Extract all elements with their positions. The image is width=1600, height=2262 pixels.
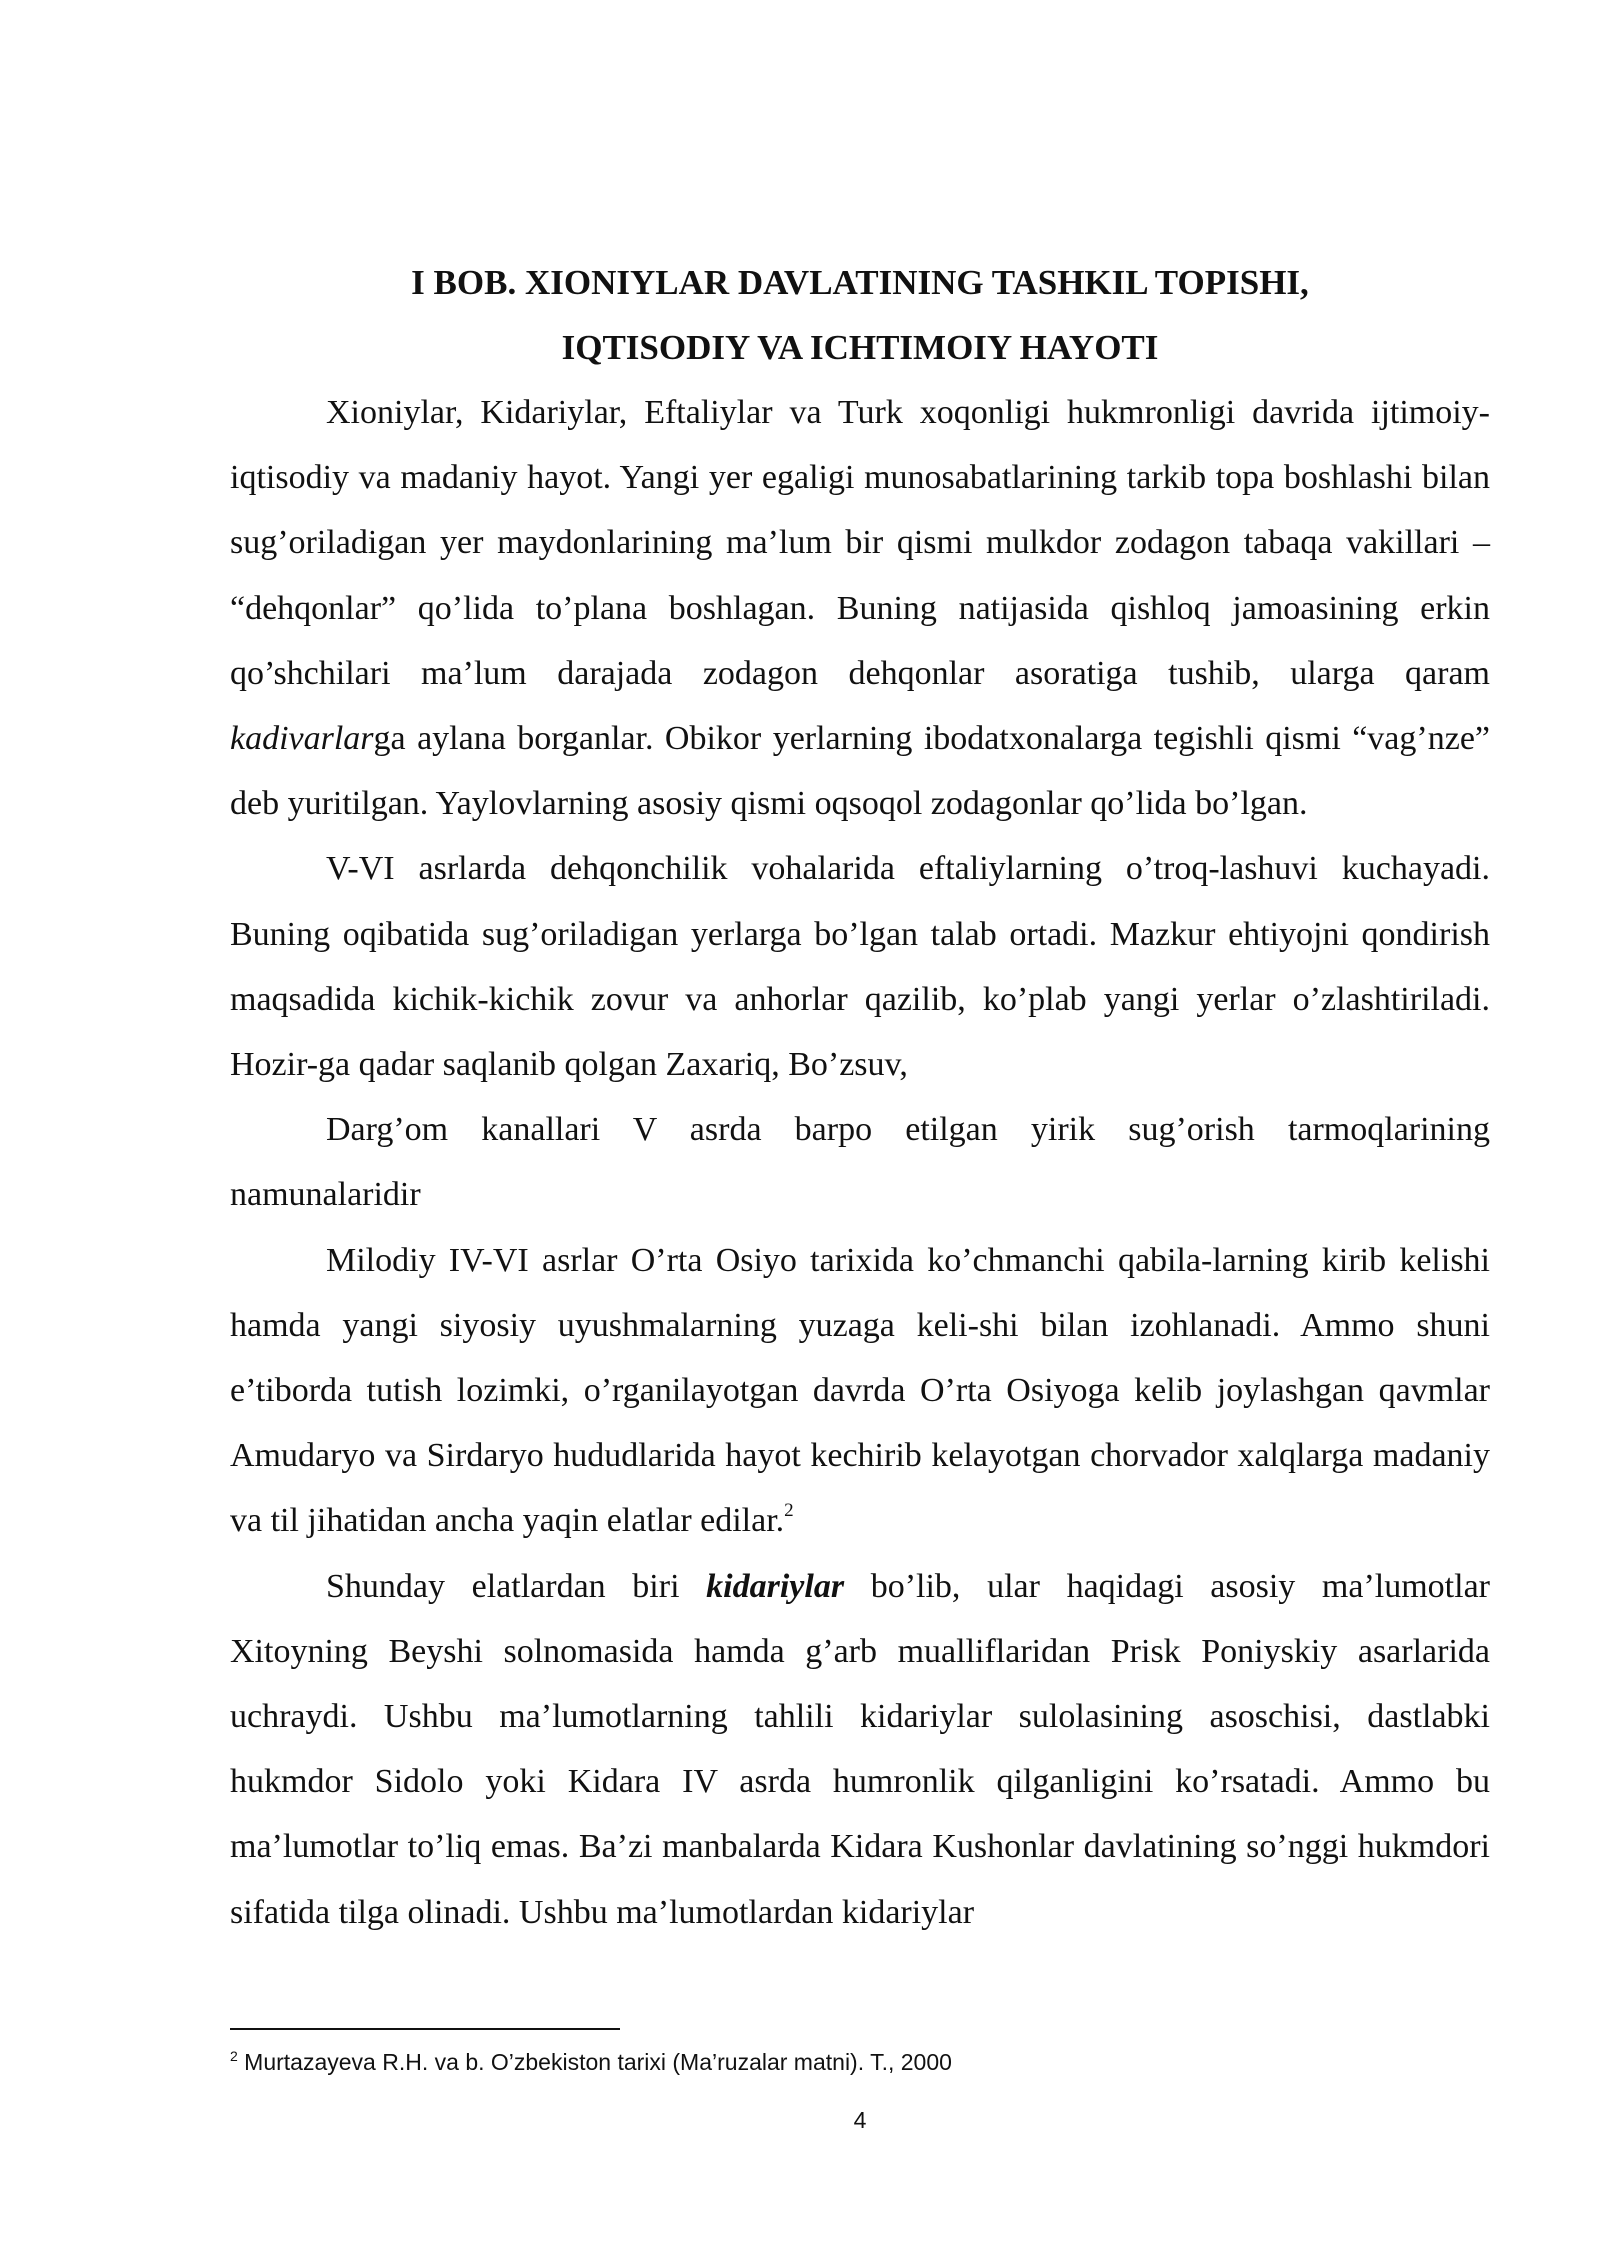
footnote — [230, 2046, 1490, 2078]
chapter-heading-line-2: IQTISODIY VA ICHTIMOIY HAYOTI — [561, 328, 1159, 367]
paragraph-1-italic-term: kadivarlar — [230, 720, 374, 758]
chapter-heading — [230, 250, 1490, 380]
paragraph-4 — [230, 1228, 1490, 1554]
document-page — [230, 250, 1490, 1945]
paragraph-5-bold-italic-term: kidariylar — [706, 1567, 845, 1605]
footnote-separator — [230, 2028, 620, 2030]
paragraph-5 — [230, 1554, 1490, 1945]
paragraph-5-text-a: Shunday elatlardan biri — [326, 1567, 707, 1605]
paragraph-1 — [230, 380, 1490, 836]
footnote-reference[interactable]: 2 — [784, 1500, 794, 1522]
footnote-marker: 2 — [230, 2048, 238, 2064]
footnote-text: Murtazayeva R.H. va b. O’zbekiston tarixi (Ma’ruzalar matni). T., 2000 — [237, 2049, 952, 2075]
chapter-heading-line-1: I BOB. XIONIYLAR DAVLATINING TASHKIL TOPISHI, — [411, 263, 1309, 302]
paragraph-5-text-b: bo’lib, ular haqidagi asosiy ma’lumotlar Xitoyning Beyshi solnomasida hamda g’arb mualliflaridan Prisk Poniyskiy asarlarida uchraydi. Ushbu ma’lumotlarning tahlili kidariylar sulolasining asoschisi, dastlabki hukmdor Sidolo yoki Kidara IV asrda humronlik qilganligini ko’rsatadi. Ammo bu ma’lumotlar to’liq emas. Ba’zi manbalarda Kidara Kushonlar davlatining so’nggi hukmdori sifatida tilga olinadi. Ushbu ma’lumotlardan kidariylar — [230, 1567, 1490, 1931]
paragraph-1-text-a: Xioniylar, Kidariylar, Eftaliylar va Turk xoqonligi hukmronligi davrida ijtimoiy- iqtisodiy va madaniy hayot. Yangi yer egaligi munosabatlarining tarkib topa boshlashi bilan sug’oriladigan yer maydonlarining ma’lum bir qismi mulkdor zodagon tabaqa vakillari – “dehqonlar” qo’lida to’plana boshlagan. Buning natijasida qishloq jamoasining erkin qo’shchilari ma’lum darajada zodagon dehqonlar asoratiga tushib, ularga qaram — [230, 394, 1490, 692]
paragraph-1-text-b: ga aylana borganlar. Obikor yerlarning ibodatxonalarga tegishli qismi “vag’nze” deb yuritilgan. Yaylovlarning asosiy qismi oqsoqol zodagonlar qo’lida bo’lgan. — [230, 720, 1490, 823]
paragraph-3: Darg’om kanallari V asrda barpo etilgan yirik sug’orish tarmoqlarining namunalaridir — [230, 1111, 1490, 1214]
page-number: 4 — [853, 2107, 867, 2133]
paragraph-4-text: Milodiy IV-VI asrlar O’rta Osiyo tarixida ko’chmanchi qabila-larning kirib kelishi hamda yangi siyosiy uyushmalarning yuzaga keli-shi bilan izohlanadi. Ammo shuni e’tiborda tutish lozimki, o’rganilayotgan davrda O’rta Osiyoga kelib joylashgan qavmlar Amudaryo va Sirdaryo hududlarida hayot kechirib kelayotgan chorvador xalqlarga madaniy va til jihatidan ancha yaqin elatlar edilar. — [230, 1241, 1490, 1540]
paragraph-2: V-VI asrlarda dehqonchilik vohalarida eftaliylarning o’troq-lashuvi kuchayadi. Buning oqibatida sug’oriladigan yerlarga bo’lgan talab ortadi. Mazkur ehtiyojni qondirish maqsadida kichik-kichik zovur va anhorlar qazilib, ko’plab yangi yerlar o’zlashtiriladi. Hozir-ga qadar saqlanib qolgan Zaxariq, Bo’zsuv, — [230, 850, 1490, 1084]
